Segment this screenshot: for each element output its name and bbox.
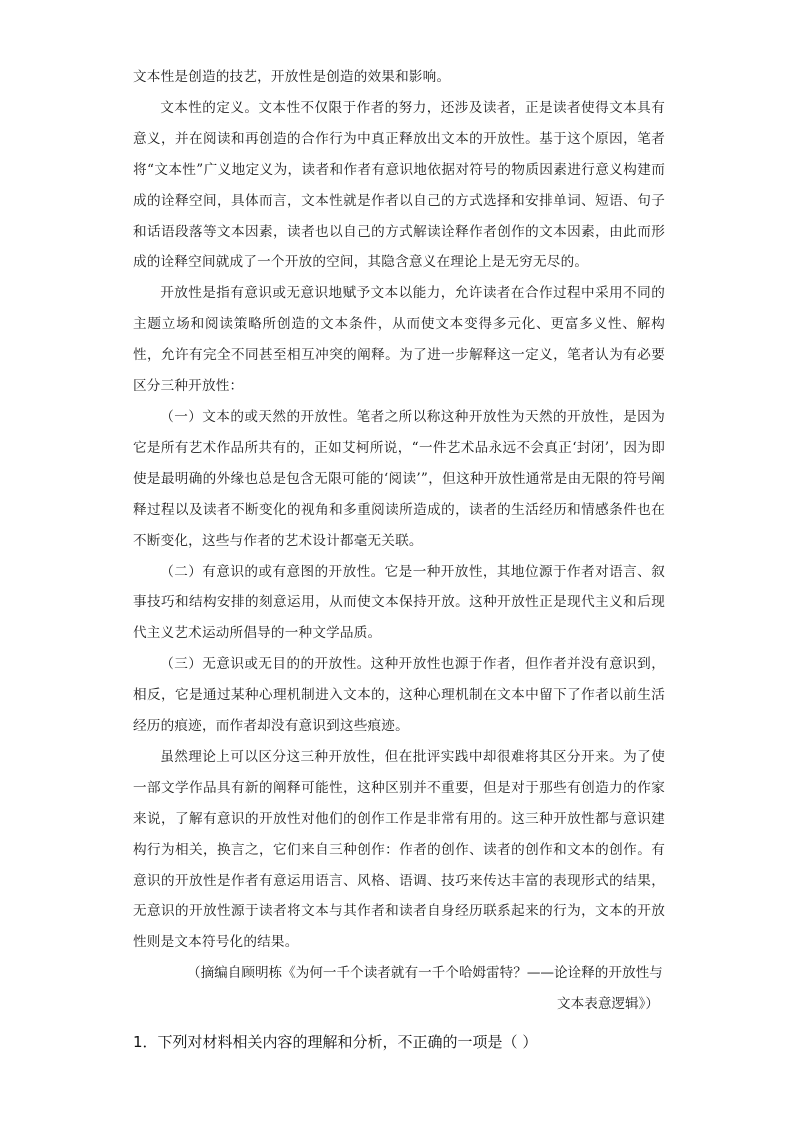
source-citation-end: 文本表意逻辑》） — [557, 996, 659, 1013]
question-1: 1．下列对材料相关内容的理解和分析，不正确的一项是（ ） — [133, 1033, 538, 1051]
paragraph-1: 文本性是创造的技艺，开放性是创造的效果和影响。 — [133, 69, 451, 85]
paragraph-7: 虽然理论上可以区分这三种开放性，但在批评实践中却很难将其区分开来。为了使一部文学作品具有新的阐释可能性，这种区别并不重要，但是对于那些有创造力的作家来说，了解有意识的开放性对他们的创作工作是非常有用的。这三种开放性都与意识建构行为相关，换言之，它们来自三种创作：作者的创作、读者的创作和文本的创作。有意识的开放性是作者有意运用语言、风格、语调、技巧来传达丰富的表现形式的结果，无意识的开放性源于读者将文本与其作者和读者自身经历联系起来的行为，文本的开放性则是文本符号化的结果。 — [133, 748, 665, 951]
article-body — [133, 62, 665, 1020]
paragraph-2: 文本性的定义。文本性不仅限于作者的努力，还涉及读者，正是读者使得文本具有意义，并在阅读和再创造的合作行为中真正释放出文本的开放性。基于这个原因，笔者将“文本性”广义地定义为，读者和作者有意识地依据对符号的物质因素进行意义构建而成的诠释空间，具体而言，文本性就是作者以自己的方式选择和安排单词、短语、句子和话语段落等文本因素，读者也以自己的方式解读诠释作者创作的文本因素，由此而形成的诠释空间就成了一个开放的空间，其隐含意义在理论上是无穷无尽的。 — [133, 99, 665, 271]
source-citation: （摘编自顾明栋《为何一千个读者就有一千个哈姆雷特？——论诠释的开放性与 — [187, 965, 663, 982]
paragraph-5: （二）有意识的或有意图的开放性。它是一种开放性，其地位源于作者对语言、叙事技巧和结构安排的刻意运用，从而使文本保持开放。这种开放性正是现代主义和后现代主义艺术运动所倡导的一种文学品质。 — [133, 563, 665, 642]
paragraph-3: 开放性是指有意识或无意识地赋予文本以能力，允许读者在合作过程中采用不同的主题立场和阅读策略所创造的文本条件，从而使文本变得多元化、更富多义性、解构性，允许有完全不同甚至相互冲突的阐释。为了进一步解释这一定义，笔者认为有必要区分三种开放性： — [133, 285, 665, 395]
paragraph-4: （一）文本的或天然的开放性。笔者之所以称这种开放性为天然的开放性，是因为它是所有艺术作品所共有的，正如艾柯所说，“一件艺术品永远不会真正‘封闭’，因为即使是最明确的外缘也总是包含无限可能的‘阅读’”，但这种开放性通常是由无限的符号阐释过程以及读者不断变化的视角和多重阅读所造成的，读者的生活经历和情感条件也在不断变化，这些与作者的艺术设计都毫无关联。 — [133, 408, 665, 549]
paragraph-6: （三）无意识或无目的的开放性。这种开放性也源于作者，但作者并没有意识到，相反，它是通过某种心理机制进入文本的，这种心理机制在文本中留下了作者以前生活经历的痕迹，而作者却没有意识到这些痕迹。 — [133, 656, 665, 735]
